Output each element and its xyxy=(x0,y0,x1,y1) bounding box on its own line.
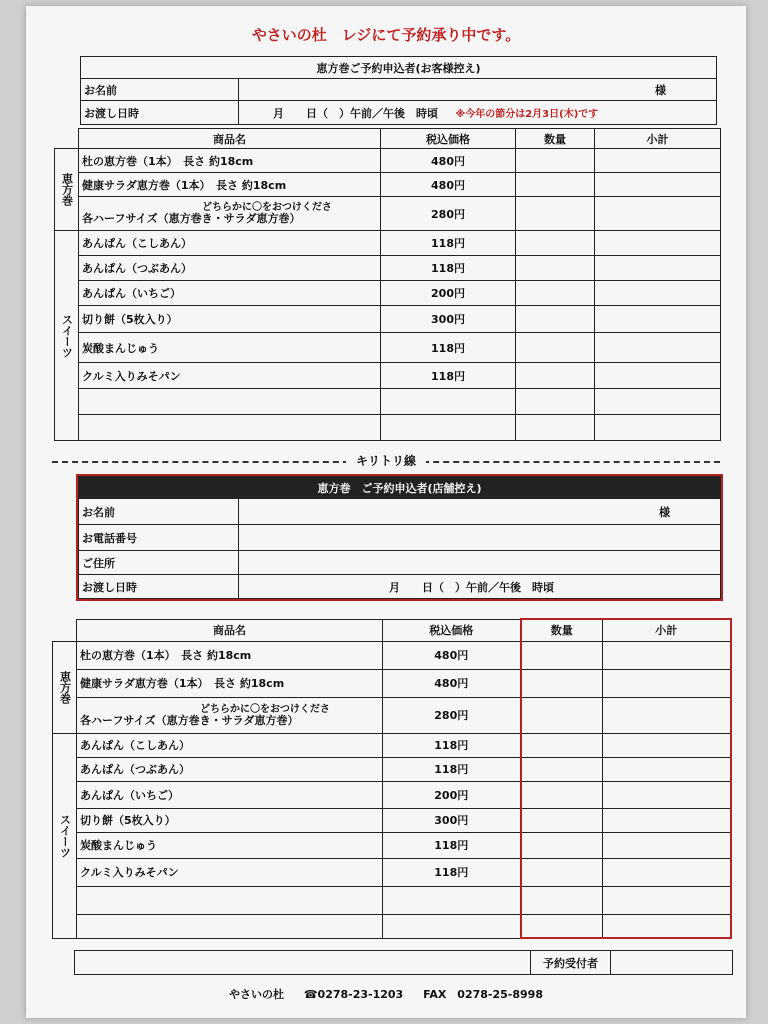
blank-cell[interactable] xyxy=(381,415,516,441)
qty-cell[interactable] xyxy=(521,858,603,886)
item-price: 280円 xyxy=(381,197,516,231)
honorific: 様 xyxy=(659,505,670,519)
item-name: あんぱん（いちご） xyxy=(79,281,381,306)
qty-cell[interactable] xyxy=(521,781,603,808)
subtotal-header: 小計 xyxy=(603,619,731,641)
item-price: 300円 xyxy=(381,306,516,333)
item-price: 480円 xyxy=(381,173,516,197)
item-name: あんぱん（つぶあん） xyxy=(79,256,381,281)
customer-form-title: 恵方巻ご予約申込者(お客様控え) xyxy=(81,57,717,79)
qty-cell[interactable] xyxy=(516,231,595,256)
item-name: 杜の恵方巻（1本） 長さ 約18cm xyxy=(79,149,381,173)
footer xyxy=(26,986,746,1002)
qty-cell[interactable] xyxy=(521,733,603,757)
footer-fax: FAX 0278-25-8998 xyxy=(423,988,543,1001)
item-price: 118円 xyxy=(381,231,516,256)
item-name: 炭酸まんじゅう xyxy=(77,832,383,858)
store-form-title: 恵方巻 ご予約申込者(店舗控え) xyxy=(79,477,721,499)
qty-cell[interactable] xyxy=(516,197,595,231)
blank-cell[interactable] xyxy=(79,389,381,415)
subtotal-cell[interactable] xyxy=(603,669,731,697)
blank-cell[interactable] xyxy=(383,886,521,914)
address-field[interactable] xyxy=(239,551,721,575)
store-order-table xyxy=(52,618,732,939)
subtotal-cell[interactable] xyxy=(595,363,721,389)
price-header: 税込価格 xyxy=(383,619,521,641)
product-header: 商品名 xyxy=(79,129,381,149)
delivery-label: お渡し日時 xyxy=(81,101,239,125)
item-price: 118円 xyxy=(383,733,521,757)
item-price: 118円 xyxy=(381,333,516,363)
qty-cell[interactable] xyxy=(516,363,595,389)
subtotal-cell[interactable] xyxy=(603,781,731,808)
subtotal-cell[interactable] xyxy=(595,231,721,256)
subtotal-cell[interactable] xyxy=(603,832,731,858)
item-price: 118円 xyxy=(381,363,516,389)
item-name: 各ハーフサイズ（恵方巻き・サラダ恵方巻） xyxy=(80,713,299,727)
subtotal-cell[interactable] xyxy=(595,333,721,363)
blank-cell[interactable] xyxy=(79,415,381,441)
item-name: 炭酸まんじゅう xyxy=(79,333,381,363)
qty-cell[interactable] xyxy=(521,669,603,697)
price-header: 税込価格 xyxy=(381,129,516,149)
subtotal-cell[interactable] xyxy=(603,886,731,914)
item-name: 杜の恵方巻（1本） 長さ 約18cm xyxy=(77,641,383,669)
subtotal-header: 小計 xyxy=(595,129,721,149)
qty-cell[interactable] xyxy=(516,415,595,441)
item-price: 480円 xyxy=(383,669,521,697)
subtotal-cell[interactable] xyxy=(595,256,721,281)
phone-label: お電話番号 xyxy=(79,525,239,551)
item-price: 200円 xyxy=(383,781,521,808)
qty-cell[interactable] xyxy=(521,914,603,938)
subtotal-cell[interactable] xyxy=(595,306,721,333)
blank-cell[interactable] xyxy=(77,886,383,914)
page-header: やさいの杜 レジにて予約承り中です。 xyxy=(251,26,521,44)
subtotal-cell[interactable] xyxy=(595,173,721,197)
item-price: 118円 xyxy=(381,256,516,281)
group-ehomaki: 恵方巻 xyxy=(55,149,79,231)
setsubun-note: ※今年の節分は2月3日(木)です xyxy=(455,108,599,120)
subtotal-cell[interactable] xyxy=(603,914,731,938)
item-name: あんぱん（こしあん） xyxy=(79,231,381,256)
honorific: 様 xyxy=(655,83,666,97)
subtotal-cell[interactable] xyxy=(595,149,721,173)
item-name: あんぱん（つぶあん） xyxy=(77,757,383,781)
blank-cell[interactable] xyxy=(383,914,521,938)
subtotal-cell[interactable] xyxy=(595,415,721,441)
subtotal-cell[interactable] xyxy=(603,733,731,757)
subtotal-cell[interactable] xyxy=(595,389,721,415)
delivery-field[interactable] xyxy=(239,575,721,599)
store-info-table xyxy=(78,476,721,599)
subtotal-cell[interactable] xyxy=(603,808,731,832)
qty-cell[interactable] xyxy=(521,886,603,914)
phone-field[interactable] xyxy=(239,525,721,551)
qty-cell[interactable] xyxy=(521,641,603,669)
reception-blank xyxy=(75,951,531,975)
footer-store: やさいの杜 xyxy=(229,988,284,1001)
item-name: 各ハーフサイズ（恵方巻き・サラダ恵方巻） xyxy=(82,212,301,225)
customer-order-table xyxy=(54,128,721,441)
reception-table xyxy=(74,950,733,975)
qty-cell[interactable] xyxy=(516,281,595,306)
subtotal-cell[interactable] xyxy=(595,281,721,306)
item-price: 300円 xyxy=(383,808,521,832)
item-name: あんぱん（いちご） xyxy=(77,781,383,808)
cut-line-label: キリトリ線 xyxy=(346,454,426,468)
qty-cell[interactable] xyxy=(516,306,595,333)
subtotal-cell[interactable] xyxy=(595,197,721,231)
item-price: 200円 xyxy=(381,281,516,306)
delivery-field[interactable] xyxy=(239,101,717,125)
subtotal-cell[interactable] xyxy=(603,858,731,886)
name-field[interactable] xyxy=(239,499,721,525)
qty-cell[interactable] xyxy=(516,149,595,173)
item-name: 切り餅（5枚入り） xyxy=(77,808,383,832)
group-ehomaki: 恵方巻 xyxy=(53,641,77,733)
footer-tel: ☎0278-23-1203 xyxy=(303,988,404,1001)
item-name: あんぱん（こしあん） xyxy=(77,733,383,757)
qty-cell[interactable] xyxy=(516,389,595,415)
item-name: 健康サラダ恵方巻（1本） 長さ 約18cm xyxy=(79,173,381,197)
customer-info-table xyxy=(80,56,717,125)
item-name: クルミ入りみそパン xyxy=(77,858,383,886)
item-price: 480円 xyxy=(383,641,521,669)
address-label: ご住所 xyxy=(79,551,239,575)
delivery-value: 月 日（ ）午前／午後 時頃 xyxy=(389,580,554,594)
qty-cell[interactable] xyxy=(521,697,603,733)
qty-cell[interactable] xyxy=(516,256,595,281)
delivery-label: お渡し日時 xyxy=(79,575,239,599)
order-sheet xyxy=(26,6,746,1018)
subtotal-cell[interactable] xyxy=(603,641,731,669)
item-name: クルミ入りみそパン xyxy=(79,363,381,389)
qty-cell[interactable] xyxy=(516,333,595,363)
qty-cell[interactable] xyxy=(521,832,603,858)
name-label: お名前 xyxy=(81,79,239,101)
qty-header: 数量 xyxy=(516,129,595,149)
qty-cell[interactable] xyxy=(521,808,603,832)
group-sweets: スイーツ xyxy=(55,231,79,441)
qty-header: 数量 xyxy=(521,619,603,641)
qty-cell[interactable] xyxy=(521,757,603,781)
reception-label: 予約受付者 xyxy=(531,951,611,975)
item-name: 切り餅（5枚入り） xyxy=(79,306,381,333)
item-name: 健康サラダ恵方巻（1本） 長さ 約18cm xyxy=(77,669,383,697)
reception-field[interactable] xyxy=(611,951,733,975)
blank-cell[interactable] xyxy=(77,914,383,938)
name-label: お名前 xyxy=(79,499,239,525)
qty-cell[interactable] xyxy=(516,173,595,197)
half-size-note: どちらかに〇をおつけくださ xyxy=(202,202,332,213)
subtotal-cell[interactable] xyxy=(603,697,731,733)
subtotal-cell[interactable] xyxy=(603,757,731,781)
half-size-note: どちらかに〇をおつけくださ xyxy=(200,703,330,715)
item-price: 118円 xyxy=(383,832,521,858)
group-sweets: スイーツ xyxy=(53,733,77,938)
item-price: 480円 xyxy=(381,149,516,173)
name-field[interactable] xyxy=(239,79,717,101)
item-price: 118円 xyxy=(383,858,521,886)
product-header: 商品名 xyxy=(77,619,383,641)
delivery-value: 月 日（ ）午前／午後 時頃 xyxy=(273,106,438,120)
item-price: 118円 xyxy=(383,757,521,781)
item-price: 280円 xyxy=(383,697,521,733)
blank-cell[interactable] xyxy=(381,389,516,415)
